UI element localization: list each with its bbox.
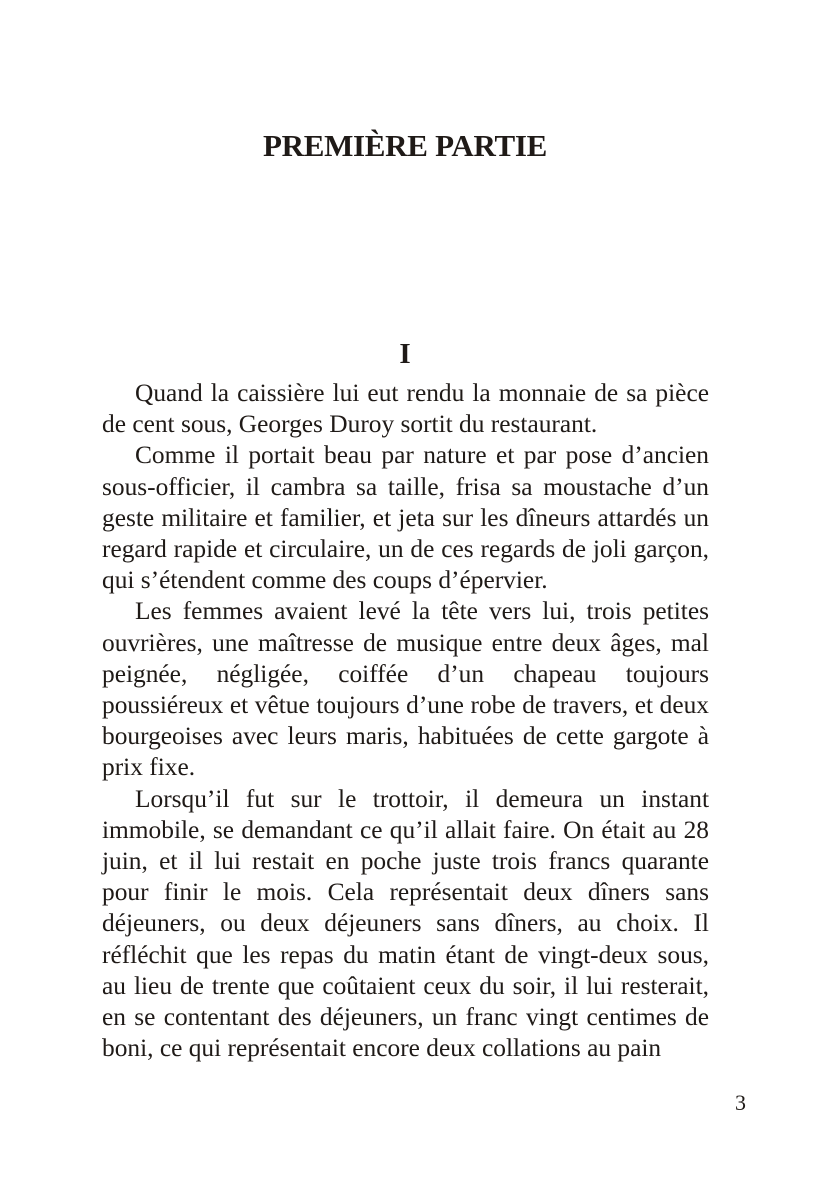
part-title: PREMIÈRE PARTIE [262, 128, 548, 163]
chapter-number: I [399, 338, 411, 370]
paragraph: Quand la caissière lui eut rendu la monnaie de sa pièce de cent sous, Georges Duroy sortit du restaurant. [102, 379, 709, 439]
paragraph: Lorsqu’il fut sur le trottoir, il demeura un instant immobile, se demandant ce qu’il allait faire. On était au 28 juin, et il lui restait en poche juste trois francs quarante pour finir le mois. Cela représentait deux dîners sans déjeuners, ou deux déjeuners sans dîners, au choix. Il réfléchit que les repas du matin étant de vingt-deux sous, au lieu de trente que coûtaient ceux du soir, il lui resterait, en se contentant des déjeuners, un franc vingt centimes de boni, ce qui représentait encore deux collations au pain [102, 784, 709, 1063]
paragraph: Comme il portait beau par nature et par pose d’ancien sous-officier, il cambra sa taille, frisa sa moustache d’un geste militaire et familier, et jeta sur les dîneurs attardés un regard rapide et circulaire, un de ces regards de joli garçon, qui s’étendent comme des coups d’épervier. [102, 441, 709, 595]
page-number: 3 [735, 1090, 746, 1115]
paragraph: Les femmes avaient levé la tête vers lui, trois petites ouvrières, une maîtresse de musique entre deux âges, mal peignée, négligée, coiffée d’un chapeau toujours poussiéreux et vêtue toujours d’une robe de travers, et deux bourgeoises avec leurs maris, habituées de cette gargote à prix fixe. [102, 597, 709, 782]
chapter-body [102, 378, 709, 1064]
